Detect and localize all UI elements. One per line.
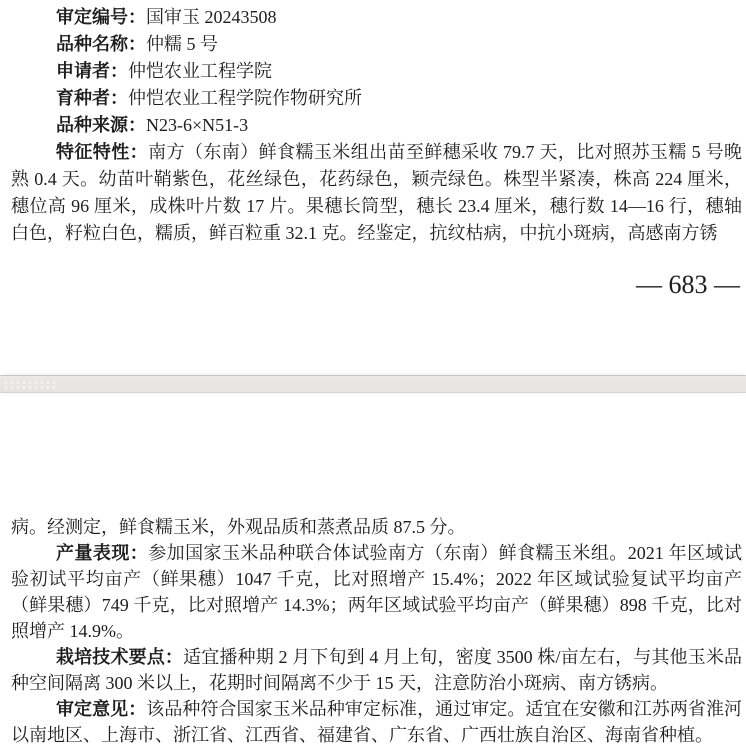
paragraph-label: 审定意见： — [56, 699, 147, 719]
field-label: 审定编号： — [56, 7, 146, 27]
field-row-variety-source — [11, 112, 742, 139]
paragraph-label: 产量表现： — [56, 543, 149, 563]
paragraph-text: 南方（东南）鲜食糯玉米组出苗至鲜穗采收 79.7 天，比对照苏玉糯 5 号晚熟 0.4 天。幼苗叶鞘紫色，花丝绿色，花药绿色，颖壳绿色。株型半紧凑，株高 224 厘米，穗位高 96 厘米，成株叶片数 17 片。果穗长筒型，穗长 23.4 厘米，穗行数 14—16 行，穗轴白色，籽粒白色，糯质，鲜百粒重 32.1 克。经鉴定，抗纹枯病，中抗小斑病，高感南方锈 — [11, 142, 743, 243]
field-label: 育种者： — [56, 88, 128, 108]
paragraph-label: 栽培技术要点： — [56, 647, 184, 667]
paragraph-traits-continuation: 病。经测定，鲜食糯玉米，外观品质和蒸煮品质 87.5 分。 — [11, 517, 466, 537]
paragraph-label: 特征特性： — [56, 142, 149, 162]
field-value: 仲恺农业工程学院作物研究所 — [128, 88, 362, 108]
field-row-variety-name — [11, 31, 742, 58]
document-page-2 — [0, 514, 746, 748]
paragraph-cultivation — [11, 644, 742, 696]
paragraph-verdict — [11, 696, 742, 748]
field-row-approval-number — [11, 4, 742, 31]
field-label: 申请者： — [56, 61, 128, 81]
field-value: N23-6×N51-3 — [146, 115, 249, 135]
separator-dots-texture — [3, 380, 55, 391]
page-number: — 683 — — [636, 270, 740, 299]
paragraph-yield — [11, 540, 742, 644]
paragraph-traits — [11, 139, 742, 247]
field-label: 品种来源： — [56, 115, 146, 135]
field-value: 仲糯 5 号 — [146, 34, 218, 54]
paragraph-text: 适宜播种期 2 月下旬到 4 月上旬，密度 3500 株/亩左右，与其他玉米品种空间隔离 300 米以上，花期时间隔离不少于 15 天，注意防治小斑病、南方锈病。 — [11, 647, 742, 693]
field-value: 仲恺农业工程学院 — [128, 61, 272, 81]
paragraph-text: 该品种符合国家玉米品种审定标准，通过审定。适宜在安徽和江苏两省淮河以南地区、上海市、浙江省、江西省、福建省、广东省、广西壮族自治区、海南省种植。 — [11, 699, 743, 745]
paragraph-text: 参加国家玉米品种联合体试验南方（东南）鲜食糯玉米组。2021 年区域试验初试平均亩产（鲜果穗）1047 千克，比对照增产 15.4%；2022 年区域试验复试平均亩产（鲜果穗）749 千克，比对照增产 14.3%；两年区域试验平均亩产（鲜果穗）898 千克，比对照增产 14.9%。 — [11, 543, 743, 641]
field-value: 国审玉 20243508 — [146, 7, 277, 27]
field-row-breeder — [11, 85, 742, 112]
document-page-1 — [0, 4, 746, 247]
field-label: 品种名称： — [56, 34, 146, 54]
field-row-applicant — [11, 58, 742, 85]
page-separator-band — [0, 375, 746, 393]
